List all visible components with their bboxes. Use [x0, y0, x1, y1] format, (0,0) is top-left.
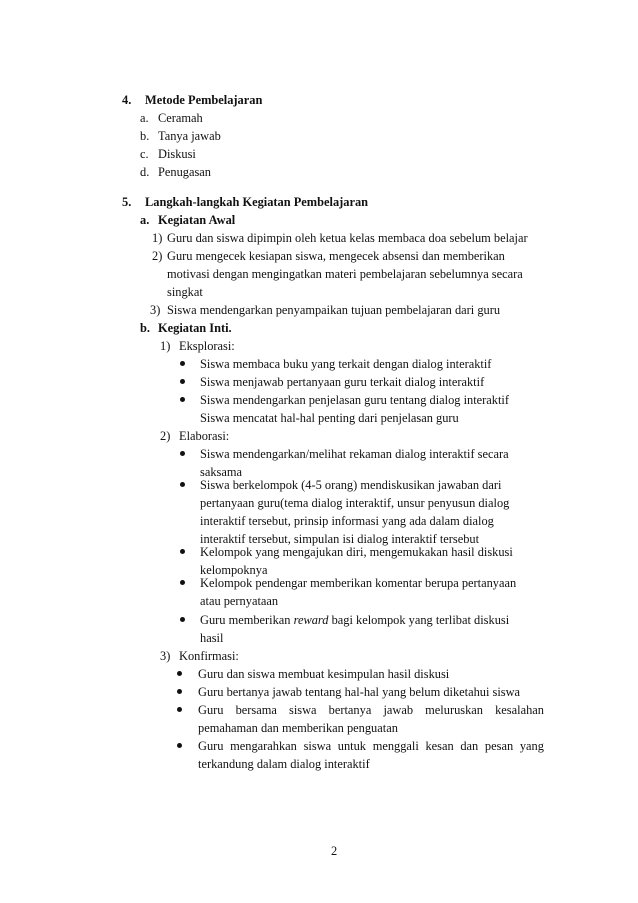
step-marker: 2) [152, 249, 163, 263]
bullet-text: Kelompok yang mengajukan diri, mengemukakan hasil diskusi [200, 545, 513, 559]
bullet-icon [180, 397, 185, 402]
bullet-text: Guru bertanya jawab tentang hal-hal yang belum diketahui siswa [198, 685, 521, 699]
bullet-icon [180, 549, 185, 554]
word: siswa [303, 739, 332, 753]
list-item: Diskusi [158, 147, 196, 161]
word: yang [519, 739, 544, 753]
section-4-title: Metode Pembelajaran [145, 93, 263, 107]
section-5-title: Langkah-langkah Kegiatan Pembelajaran [145, 195, 369, 209]
bullet-icon [177, 743, 182, 748]
word: mengarahkan [230, 739, 297, 753]
bullet-text: Siswa menjawab pertanyaan guru terkait dialog interaktif [200, 375, 485, 389]
bullet-icon [180, 361, 185, 366]
subsection-b-title: Kegiatan Inti. [158, 321, 232, 335]
bullet-icon [177, 671, 182, 676]
bullet-icon [177, 689, 182, 694]
bullet-text: Siswa mendengarkan penjelasan guru tentang dialog interaktif [200, 393, 509, 407]
bullet-text: pemahaman dan memberikan penguatan [198, 721, 398, 735]
word: bersama [235, 703, 277, 717]
bullet-text [200, 612, 509, 628]
phase-marker: 3) [160, 649, 171, 663]
step-text: Siswa mendengarkan penyampaikan tujuan pembelajaran dari guru [167, 303, 501, 317]
bullet-text: terkandung dalam dialog interaktif [198, 757, 370, 771]
bullet-text: saksama [200, 465, 242, 479]
word: Guru [198, 703, 224, 717]
word: menggali [372, 739, 419, 753]
word: untuk [337, 739, 367, 753]
step-text: singkat [167, 285, 203, 299]
phase-title: Elaborasi: [179, 429, 230, 443]
bullet-text: Siswa membaca buku yang terkait dengan dialog interaktif [200, 357, 492, 371]
subsection-a-marker: a. [140, 213, 150, 227]
bullet-icon [180, 379, 185, 384]
bullet-text: pertanyaan guru(tema dialog interaktif, unsur penyusun dialog [200, 496, 510, 510]
bullet-text: atau pernyataan [200, 594, 279, 608]
bullet-icon [180, 580, 185, 585]
word: jawab [383, 703, 414, 717]
word: bertanya [328, 703, 372, 717]
list-marker: b. [140, 129, 150, 143]
word: pesan [484, 739, 514, 753]
bullet-text: Siswa berkelompok (4-5 orang) mendiskusikan jawaban dari [200, 478, 502, 492]
bullet-text: Guru dan siswa membuat kesimpulan hasil diskusi [198, 667, 450, 681]
bullet-text-justified [198, 738, 544, 754]
word: dan [460, 739, 479, 753]
list-item: Penugasan [158, 165, 211, 179]
list-item: Ceramah [158, 111, 203, 125]
bullet-text-part: bagi kelompok yang terlibat diskusi [328, 613, 510, 627]
bullet-text: Kelompok pendengar memberikan komentar berupa pertanyaan [200, 576, 517, 590]
phase-title: Konfirmasi: [179, 649, 239, 663]
word: siswa [289, 703, 317, 717]
phase-marker: 2) [160, 429, 171, 443]
word: Guru [198, 739, 224, 753]
subsection-a-title: Kegiatan Awal [158, 213, 236, 227]
section-4-number: 4. [122, 93, 132, 107]
italic-term: reward [293, 613, 329, 627]
page-number: 2 [331, 844, 338, 858]
phase-title: Eksplorasi: [179, 339, 235, 353]
bullet-icon [177, 707, 182, 712]
list-marker: a. [140, 111, 149, 125]
bullet-icon [180, 451, 185, 456]
word: meluruskan [425, 703, 483, 717]
bullet-text-part: Guru memberikan [200, 613, 294, 627]
step-text: Guru mengecek kesiapan siswa, mengecek absensi dan memberikan [167, 249, 505, 263]
list-marker: d. [140, 165, 150, 179]
bullet-text: Siswa mendengarkan/melihat rekaman dialog interaktif secara [200, 447, 509, 461]
bullet-text: interaktif tersebut, simpulan isi dialog interaktif tersebut [200, 532, 480, 546]
step-marker: 1) [152, 231, 163, 245]
subsection-b-marker: b. [140, 321, 150, 335]
word: kesalahan [495, 703, 544, 717]
phase-marker: 1) [160, 339, 171, 353]
list-marker: c. [140, 147, 149, 161]
section-5-number: 5. [122, 195, 132, 209]
step-marker: 3) [150, 303, 161, 317]
step-text: Guru dan siswa dipimpin oleh ketua kelas membaca doa sebelum belajar [167, 231, 528, 245]
bullet-icon [180, 482, 185, 487]
bullet-text: hasil [200, 631, 224, 645]
word: kesan [425, 739, 454, 753]
bullet-text: Siswa mencatat hal-hal penting dari penjelasan guru [200, 411, 459, 425]
bullet-text-justified [198, 702, 544, 718]
bullet-icon [180, 617, 185, 622]
bullet-text: kelompoknya [200, 563, 268, 577]
step-text: motivasi dengan mengingatkan materi pembelajaran sebelumnya secara [167, 267, 523, 281]
list-item: Tanya jawab [158, 129, 221, 143]
bullet-text: interaktif tersebut, prinsip informasi yang ada dalam dialog [200, 514, 494, 528]
